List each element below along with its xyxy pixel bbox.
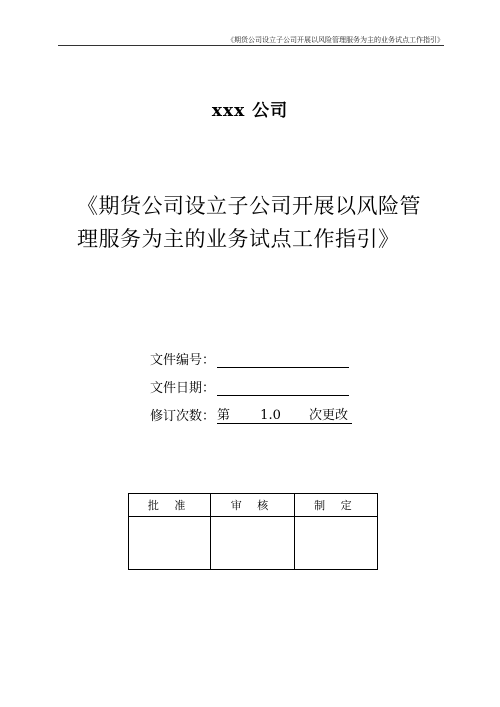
review-header: 审 核 xyxy=(211,494,294,517)
doc-number-label: 文件编号： xyxy=(150,353,216,368)
approve-signature-cell xyxy=(129,517,211,570)
revision-value-underline xyxy=(217,404,352,424)
document-fields xyxy=(150,340,352,424)
revision-prefix: 第 xyxy=(217,408,231,423)
company-name: xxx 公司 xyxy=(211,101,289,121)
revision-label: 修订次数： xyxy=(150,409,216,424)
approval-table-signature-row xyxy=(129,517,378,570)
header-divider xyxy=(58,45,444,46)
revision-suffix: 次更改 xyxy=(309,408,349,423)
approval-table xyxy=(128,493,378,570)
doc-date-label: 文件日期： xyxy=(150,381,216,396)
approval-table-header xyxy=(129,494,378,517)
doc-number-row xyxy=(150,340,352,368)
running-header: 《期货公司设立子公司开展以风险管理服务为主的业务试点工作指引》 xyxy=(227,36,444,44)
doc-number-blank xyxy=(217,351,349,368)
doc-date-row xyxy=(150,368,352,396)
document-title: 《期货公司设立子公司开展以风险管理服务为主的业务试点工作指引》 xyxy=(77,194,421,251)
revision-row xyxy=(150,396,352,424)
revision-number: 1.0 xyxy=(260,408,281,423)
draft-header: 制 定 xyxy=(294,494,377,517)
approve-header: 批 准 xyxy=(129,494,211,517)
doc-date-blank xyxy=(217,379,349,396)
review-signature-cell xyxy=(211,517,294,570)
draft-signature-cell xyxy=(294,517,377,570)
